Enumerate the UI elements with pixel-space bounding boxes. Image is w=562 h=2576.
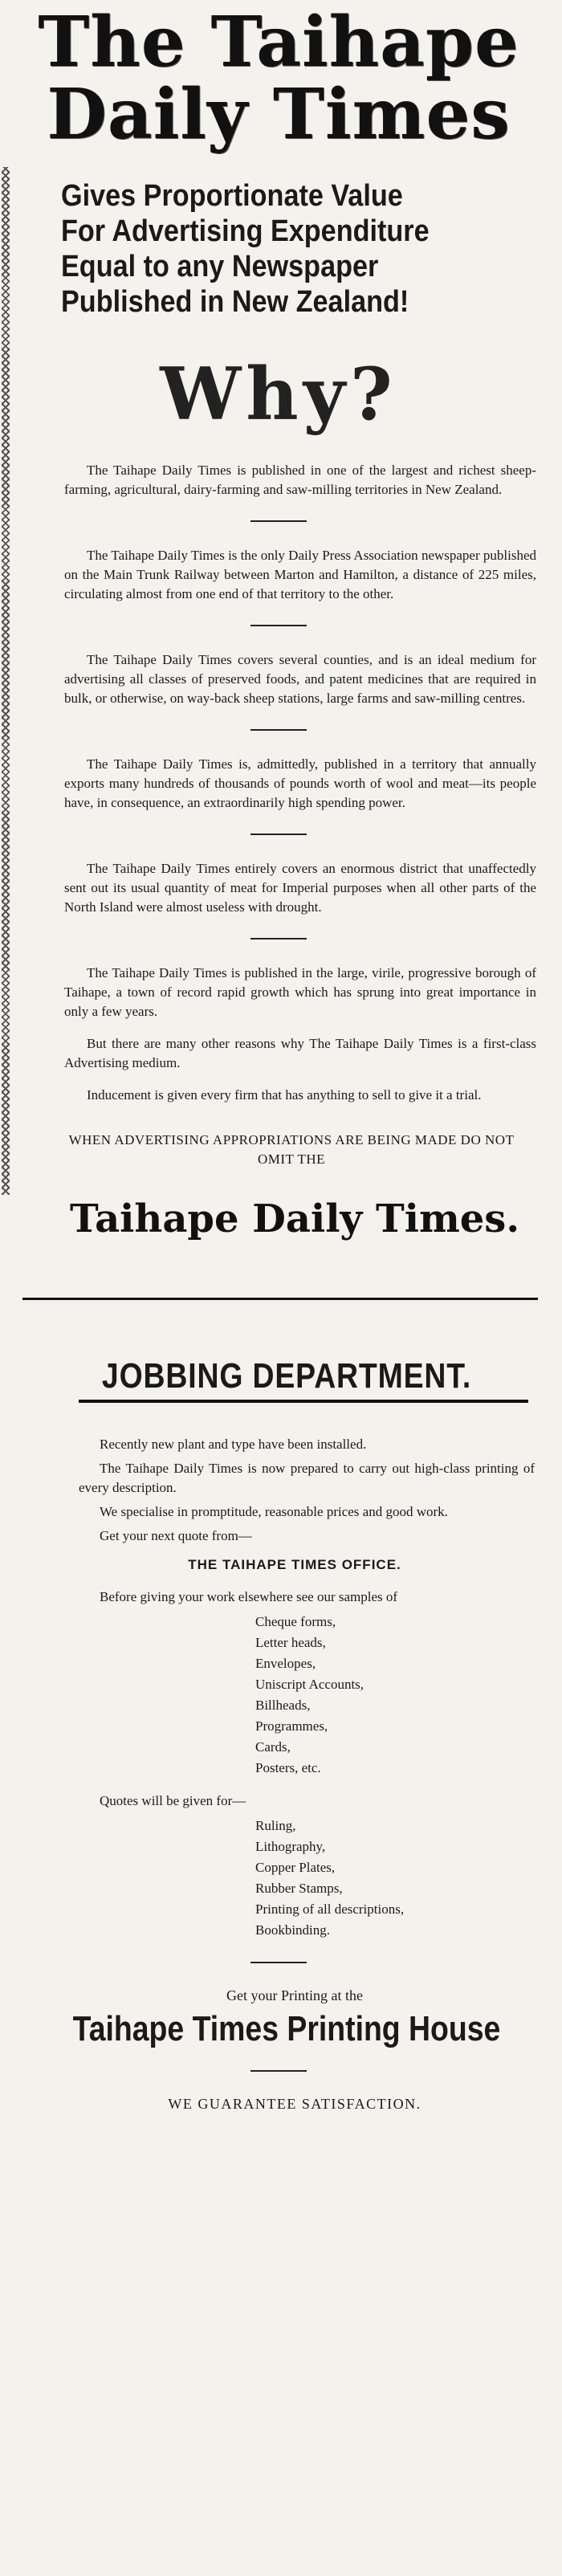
list-item: Envelopes, [255, 1656, 316, 1671]
list-item: Posters, etc. [255, 1760, 321, 1775]
list-item: Bookbinding. [255, 1922, 331, 1938]
samples-intro: Before giving your work elsewhere see our samples of [100, 1589, 398, 1604]
list-item: Cards, [255, 1739, 291, 1755]
list-item: Cheque forms, [255, 1614, 336, 1629]
reason-paragraph-6: The Taihape Daily Times is published in the large, virile, progressive borough of Taihape, a town of record rapid growth which has sprung into great importance in only a few years. [64, 965, 536, 1019]
list-item: Billheads, [255, 1698, 311, 1713]
reason-paragraph-5: The Taihape Daily Times entirely covers an enormous district that unaffectedly sent out its usual quantity of meat for Imperial purposes when all other parts of the North Island were almost useless with drought. [64, 861, 536, 915]
reason-paragraph-4: The Taihape Daily Times is, admittedly, published in a territory that annually exports many hundreds of thousands of pounds worth of wool and meat—its people have, in consequence, an extraordinarily high spending power. [64, 756, 536, 810]
list-item: Ruling, [255, 1818, 296, 1833]
list-item: Uniscript Accounts, [255, 1677, 364, 1692]
jobbing-paragraph-1: Recently new plant and type have been installed. [100, 1437, 367, 1452]
reason-paragraph-8: Inducement is given every firm that has anything to sell to give it a trial. [87, 1087, 482, 1103]
list-item: Rubber Stamps, [255, 1881, 343, 1896]
headline-line-3: Equal to any Newspaper [61, 250, 379, 283]
divider [250, 2070, 307, 2072]
samples-list [255, 1612, 543, 1779]
guarantee-line: WE GUARANTEE SATISFACTION. [168, 2096, 422, 2112]
list-item: Letter heads, [255, 1635, 326, 1650]
headline-line-2: For Advertising Expenditure [61, 214, 430, 248]
decorative-border [2, 167, 10, 1195]
reason-paragraph-3: The Taihape Daily Times covers several counties, and is an ideal medium for advertising all classes of preserved foods, and patent medicines that are required in bulk, or otherwise, on way-back sheep stations, large farms and saw-milling centres. [64, 652, 536, 706]
headline-line-4: Published in New Zealand! [61, 285, 409, 319]
divider [250, 729, 307, 731]
list-item: Printing of all descriptions, [255, 1901, 405, 1917]
reason-paragraph-7: But there are many other reasons why The Taihape Daily Times is a first-class Advertising medium. [64, 1036, 536, 1070]
masthead-line-2: Daily Times [47, 74, 511, 155]
reason-paragraph-2: The Taihape Daily Times is the only Daily Press Association newspaper published on the Main Trunk Railway between Marton and Hamilton, a distance of 225 miles, circulating almost from one end of that territory to the other. [64, 548, 536, 601]
spacer [14, 1021, 543, 1034]
newspaper-title: Taihape Daily Times. [69, 1196, 520, 1241]
headline [61, 178, 495, 320]
printing-at-line: Get your Printing at the [226, 1987, 363, 2003]
jobbing-paragraph-2: The Taihape Daily Times is now prepared to carry out high-class printing of every description. [79, 1461, 535, 1495]
list-item: Lithography, [255, 1839, 326, 1854]
reason-paragraph-1: The Taihape Daily Times is published in one of the largest and richest sheep-farming, agricultural, dairy-farming and saw-milling territories in New Zealand. [64, 463, 536, 497]
section-divider [22, 1298, 538, 1300]
headline-line-1: Gives Proportionate Value [61, 179, 403, 213]
quotes-list [255, 1816, 543, 1941]
list-item: Copper Plates, [255, 1860, 336, 1875]
advertisement-page [0, 2, 562, 2576]
divider [250, 625, 307, 626]
masthead [14, 2, 543, 155]
divider [250, 1962, 307, 1963]
printing-house-title: Taihape Times Printing House [72, 2009, 501, 2048]
divider [250, 520, 307, 522]
why-heading: Why? [160, 352, 397, 437]
heading-underline [79, 1400, 528, 1403]
office-name: THE TAIHAPE TIMES OFFICE. [188, 1557, 401, 1572]
appropriations-notice: WHEN ADVERTISING APPROPRIATIONS ARE BEING MADE DO NOT OMIT THE [68, 1132, 515, 1167]
divider [250, 938, 307, 940]
spacer [14, 1073, 543, 1086]
jobbing-paragraph-3: We specialise in promptitude, reasonable prices and good work. [100, 1504, 448, 1519]
jobbing-paragraph-4: Get your next quote from— [100, 1528, 252, 1543]
divider [250, 834, 307, 835]
masthead-line-1: The Taihape [38, 2, 519, 83]
quotes-intro: Quotes will be given for— [100, 1793, 246, 1808]
list-item: Programmes, [255, 1718, 328, 1734]
jobbing-heading: JOBBING DEPARTMENT. [101, 1356, 472, 1396]
